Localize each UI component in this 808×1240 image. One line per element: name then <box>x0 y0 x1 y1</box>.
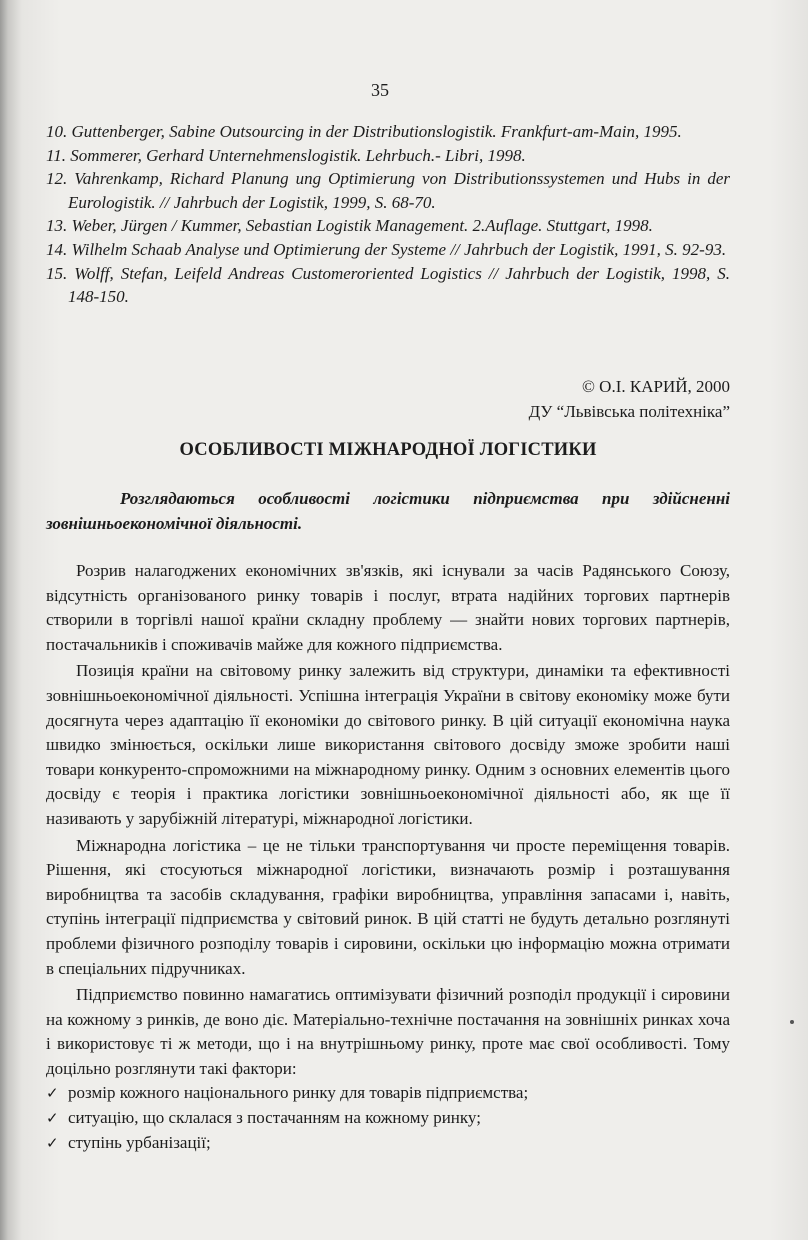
checklist-item-text: розмір кожного національного ринку для товарів підприємства; <box>68 1083 529 1103</box>
reference-item: 12. Vahrenkamp, Richard Planung ung Optimierung von Distributionssystemen und Hubs in der Eurologistik. // Jahrbuch der Logistik, 1999, S. 68-70. <box>46 169 730 212</box>
reference-list <box>46 120 730 309</box>
checklist-item-text: ступінь урбанізації; <box>68 1132 211 1152</box>
reference-item: 14. Wilhelm Schaab Analyse und Optimierung der Systeme // Jahrbuch der Logistik, 1991, S. 92-93. <box>46 239 727 259</box>
body-paragraph: Міжнародна логістика – це не тільки транспортування чи просте переміщення товарів. Рішення, які стосуються міжнародної логістики, визначають розмір і розташування виробництва та засобів складування, графіки виробництва, управління запасами і, навіть, ступінь інтеграції підприємства у світовий ринок. В цій статті не будуть детально розглянуті проблеми фізичного розподілу товарів і сировини, оскільки цю інформацію можна отримати в спеціальних підручниках. <box>46 835 730 978</box>
copyright-institution: ДУ “Львівська політехніка” <box>528 402 730 421</box>
page-number: 35 <box>371 80 389 100</box>
factor-checklist <box>46 1081 730 1155</box>
copyright-author: © О.І. КАРИЙ, 2000 <box>582 377 730 396</box>
article-body <box>46 559 730 1155</box>
article-abstract: Розглядаються особливості логістики підприємства при здійсненні зовнішньоекономічної діяльності. <box>46 489 730 533</box>
checklist-item <box>46 1106 730 1131</box>
checkmark-icon: ✓ <box>46 1084 59 1103</box>
body-paragraph: Позиція країни на світовому ринку залежить від структури, динаміки та ефективності зовнішньоекономічної діяльності. Успішна інтеграція України в світову економіку може бути досягнута через адаптацію її економіки до світового ринку. В цій ситуації економічна наука швидко змінюється, оскільки лише використання світового досвіду зможе зробити наші товари конкуренто-спроможними на міжнародному ринку. Одним з основних елементів цього досвіду є теорія і практика логістики зовнішньоекономічної діяльності або, як ще її називають у зарубіжній літературі, міжнародної логістики. <box>46 661 730 828</box>
reference-item: 10. Guttenberger, Sabine Outsourcing in der Distributionslogistik. Frankfurt-am-Main, 1995. <box>46 122 682 141</box>
reference-item: 11. Sommerer, Gerhard Unternehmenslogistik. Lehrbuch.- Libri, 1998. <box>46 145 526 165</box>
checkmark-icon: ✓ <box>46 1133 59 1152</box>
reference-item: 15. Wolff, Stefan, Leifeld Andreas Customeroriented Logistics // Jahrbuch der Logistik, 1998, S. 148-150. <box>46 263 730 307</box>
reference-item: 13. Weber, Jürgen / Kummer, Sebastian Logistik Management. 2.Auflage. Stuttgart, 1998. <box>46 216 653 236</box>
body-paragraph: Підприємство повинно намагатись оптимізувати фізичний розподіл продукції і сировини на кожному з ринків, де воно діє. Матеріально-технічне постачання на зовнішніх ринках хоча і використовує ті ж методи, що і на внутрішньому ринку, проте має свої особливості. Тому доцільно розглянути такі фактори: <box>46 985 730 1078</box>
checklist-item-text: ситуацію, що склалася з постачанням на кожному ринку; <box>68 1108 481 1128</box>
scan-speck <box>790 1020 794 1024</box>
article-title: ОСОБЛИВОСТІ МІЖНАРОДНОЇ ЛОГІСТИКИ <box>179 440 597 460</box>
checklist-item <box>46 1131 730 1156</box>
checkmark-icon: ✓ <box>46 1109 59 1128</box>
copyright-block <box>529 374 730 424</box>
checklist-item <box>46 1081 730 1106</box>
body-paragraph: Розрив налагоджених економічних зв'язків, які існували за часів Радянського Союзу, відсутність організованого ринку товарів і послуг, втрата надійних торгових партнерів створили в торгівлі нашої країни складну проблему — знайти нових торгових партнерів, постачальників і споживачів майже для кожного підприємства. <box>46 561 730 654</box>
